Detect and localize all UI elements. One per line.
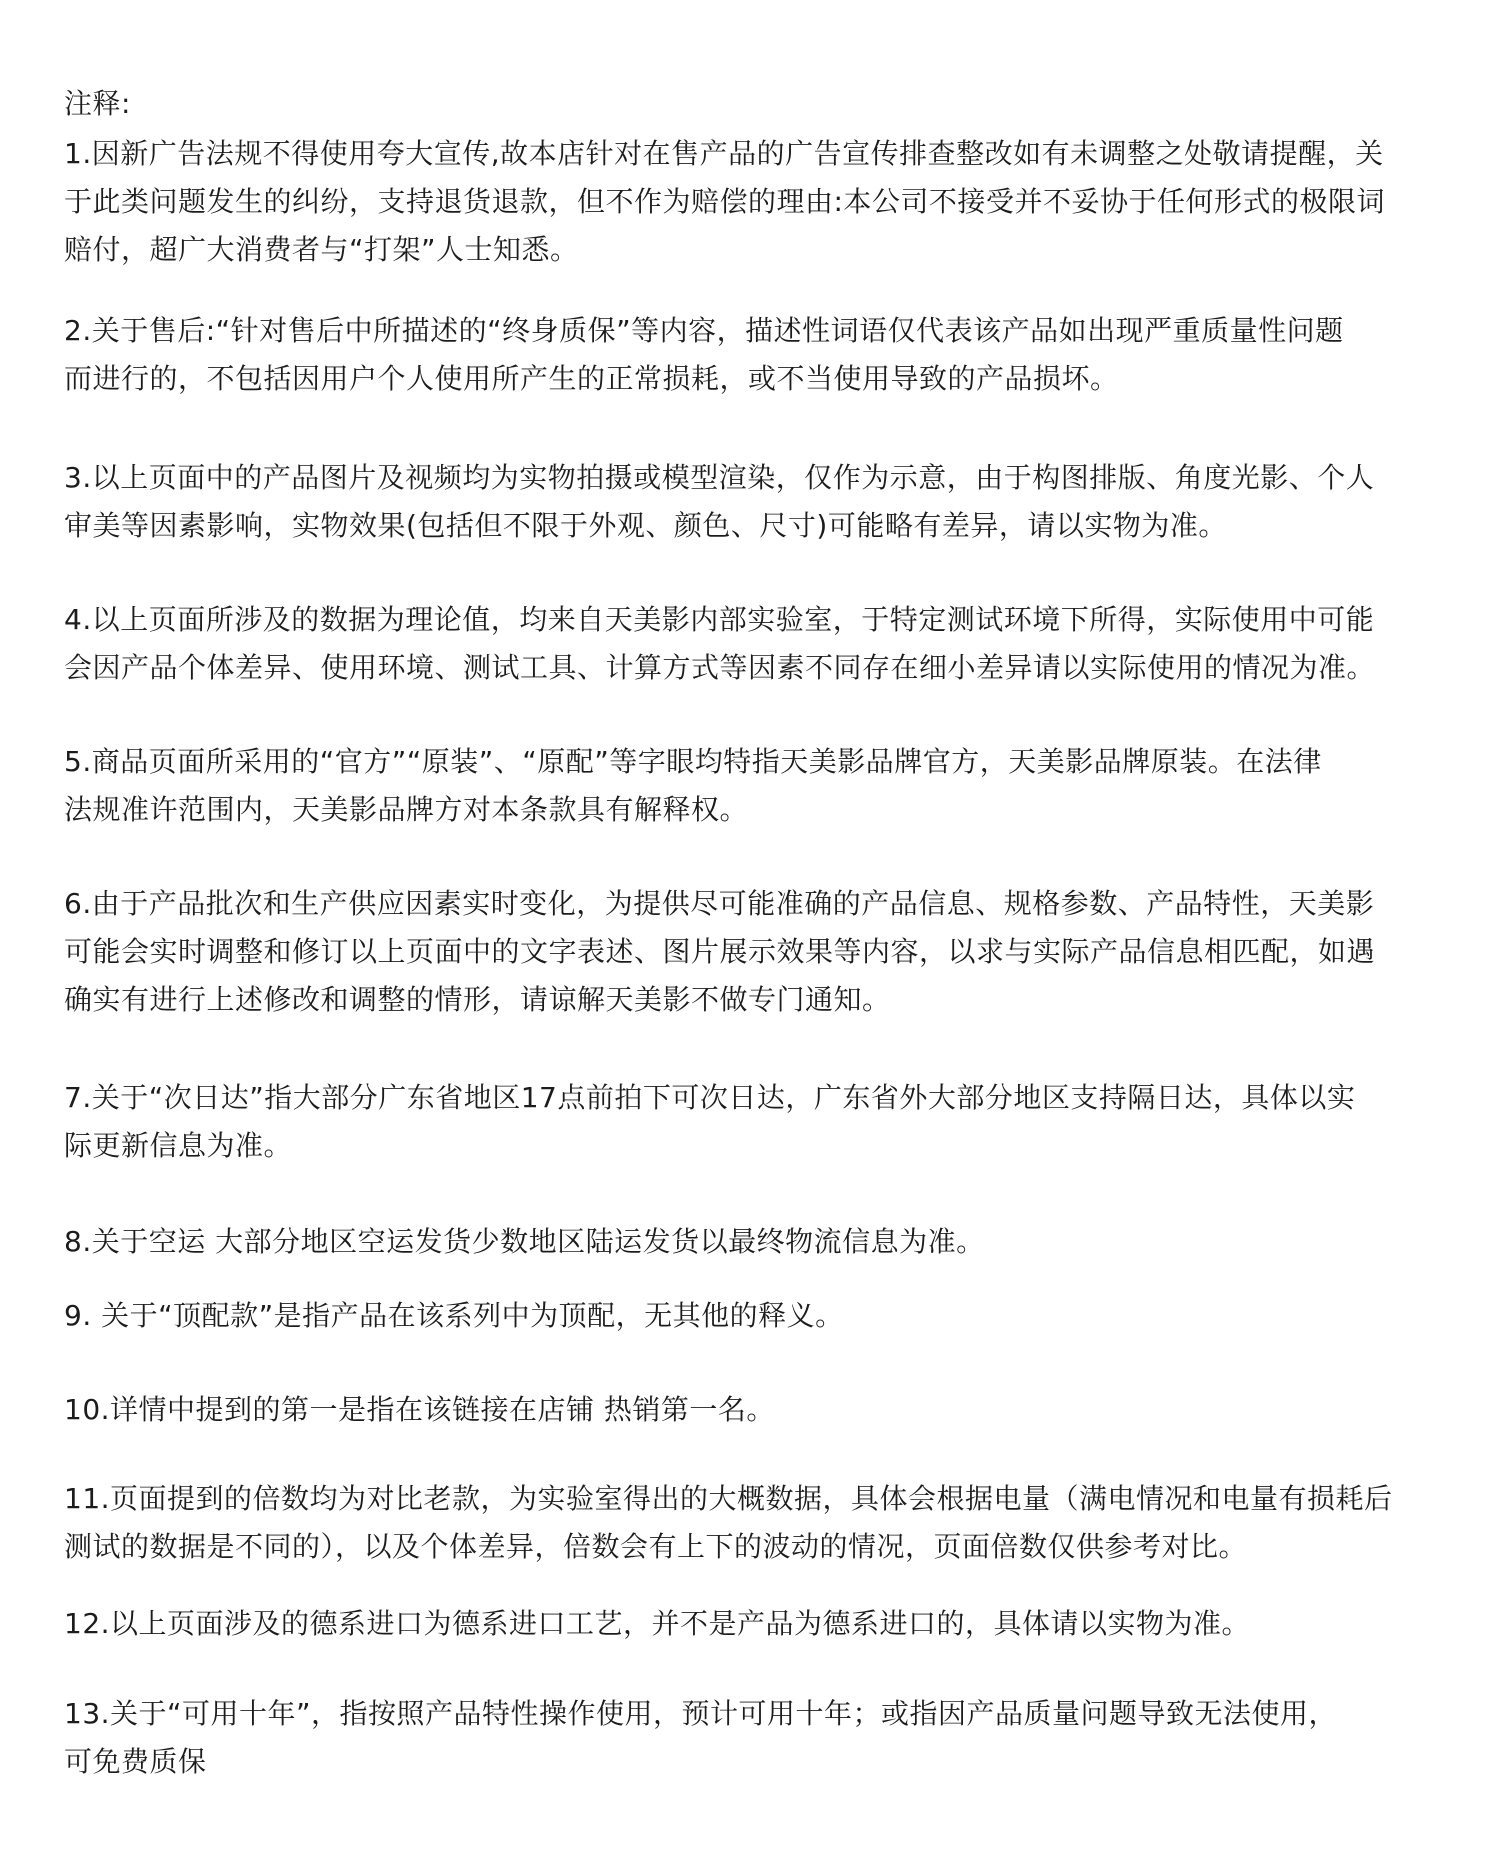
note-line: 于此类问题发生的纠纷，支持退货退款，但不作为赔偿的理由:本公司不接受并不妥协于任何形式的极限词 [64, 185, 1385, 218]
note-line: 会因产品个体差异、使用环境、测试工具、计算方式等因素不同存在细小差异请以实际使用的情况为准。 [64, 651, 1376, 684]
note-line: 际更新信息为准。 [64, 1129, 293, 1162]
note-line: 6.由于产品批次和生产供应因素实时变化，为提供尽可能准确的产品信息、规格参数、产品特性，天美影 [64, 887, 1375, 920]
note-paragraph-13 [64, 1690, 1337, 1786]
note-line: 可免费质保 [64, 1745, 207, 1778]
note-paragraph-2 [64, 307, 1344, 403]
note-paragraph-1 [64, 130, 1385, 274]
note-line: 10.详情中提到的第一是指在该链接在店铺 热销第一名。 [64, 1393, 775, 1426]
note-line: 8.关于空运 大部分地区空运发货少数地区陆运发货以最终物流信息为准。 [64, 1225, 985, 1258]
notes-heading: 注释: [64, 87, 131, 120]
note-line: 可能会实时调整和修订以上页面中的文字表述、图片展示效果等内容，以求与实际产品信息相匹配，如遇 [64, 935, 1376, 968]
note-line: 7.关于“次日达”指大部分广东省地区17点前拍下可次日达，广东省外大部分地区支持隔日达，具体以实 [64, 1081, 1356, 1114]
note-line: 13.关于“可用十年”，指按照产品特性操作使用，预计可用十年；或指因产品质量问题导致无法使用， [64, 1697, 1338, 1730]
note-line: 2.关于售后:“针对售后中所描述的“终身质保”等内容，描述性词语仅代表该产品如出现严重质量性问题 [64, 314, 1344, 347]
note-line: 而进行的，不包括因用户个人使用所产生的正常损耗，或不当使用导致的产品损坏。 [64, 362, 1119, 395]
note-line: 1.因新广告法规不得使用夸大宣传,故本店针对在售产品的广告宣传排查整改如有未调整之处敬请提醒，关 [64, 137, 1384, 170]
note-line: 测试的数据是不同的），以及个体差异，倍数会有上下的波动的情况，页面倍数仅供参考对比。 [64, 1530, 1248, 1563]
note-paragraph-9 [64, 1292, 844, 1340]
note-line: 4.以上页面所涉及的数据为理论值，均来自天美影内部实验室，于特定测试环境下所得，实际使用中可能 [64, 603, 1375, 636]
note-paragraph-3 [64, 454, 1374, 550]
note-line: 确实有进行上述修改和调整的情形，请谅解天美影不做专门通知。 [64, 983, 891, 1016]
note-paragraph-6 [64, 880, 1375, 1024]
note-line: 审美等因素影响，实物效果(包括但不限于外观、颜色、尺寸)可能略有差异，请以实物为准。 [64, 509, 1227, 542]
note-line: 11.页面提到的倍数均为对比老款，为实验室得出的大概数据，具体会根据电量（满电情况和电量有损耗后 [64, 1482, 1393, 1515]
note-paragraph-4 [64, 596, 1375, 692]
note-line: 9. 关于“顶配款”是指产品在该系列中为顶配，无其他的释义。 [64, 1299, 844, 1332]
note-paragraph-5 [64, 738, 1322, 834]
note-paragraph-7 [64, 1074, 1355, 1170]
note-paragraph-12 [64, 1600, 1250, 1648]
note-paragraph-8 [64, 1218, 985, 1266]
note-line: 5.商品页面所采用的“官方”“原装”、“原配”等字眼均特指天美影品牌官方，天美影品牌原装。在法律 [64, 745, 1322, 778]
note-line: 12.以上页面涉及的德系进口为德系进口工艺，并不是产品为德系进口的，具体请以实物为准。 [64, 1607, 1251, 1640]
note-line: 赔付，超广大消费者与“打架”人士知悉。 [64, 233, 579, 266]
note-paragraph-11 [64, 1475, 1393, 1571]
note-line: 3.以上页面中的产品图片及视频均为实物拍摄或模型渲染，仅作为示意，由于构图排版、角度光影、个人 [64, 461, 1375, 494]
note-paragraph-10 [64, 1386, 775, 1434]
note-line: 法规准许范围内，天美影品牌方对本条款具有解释权。 [64, 793, 749, 826]
